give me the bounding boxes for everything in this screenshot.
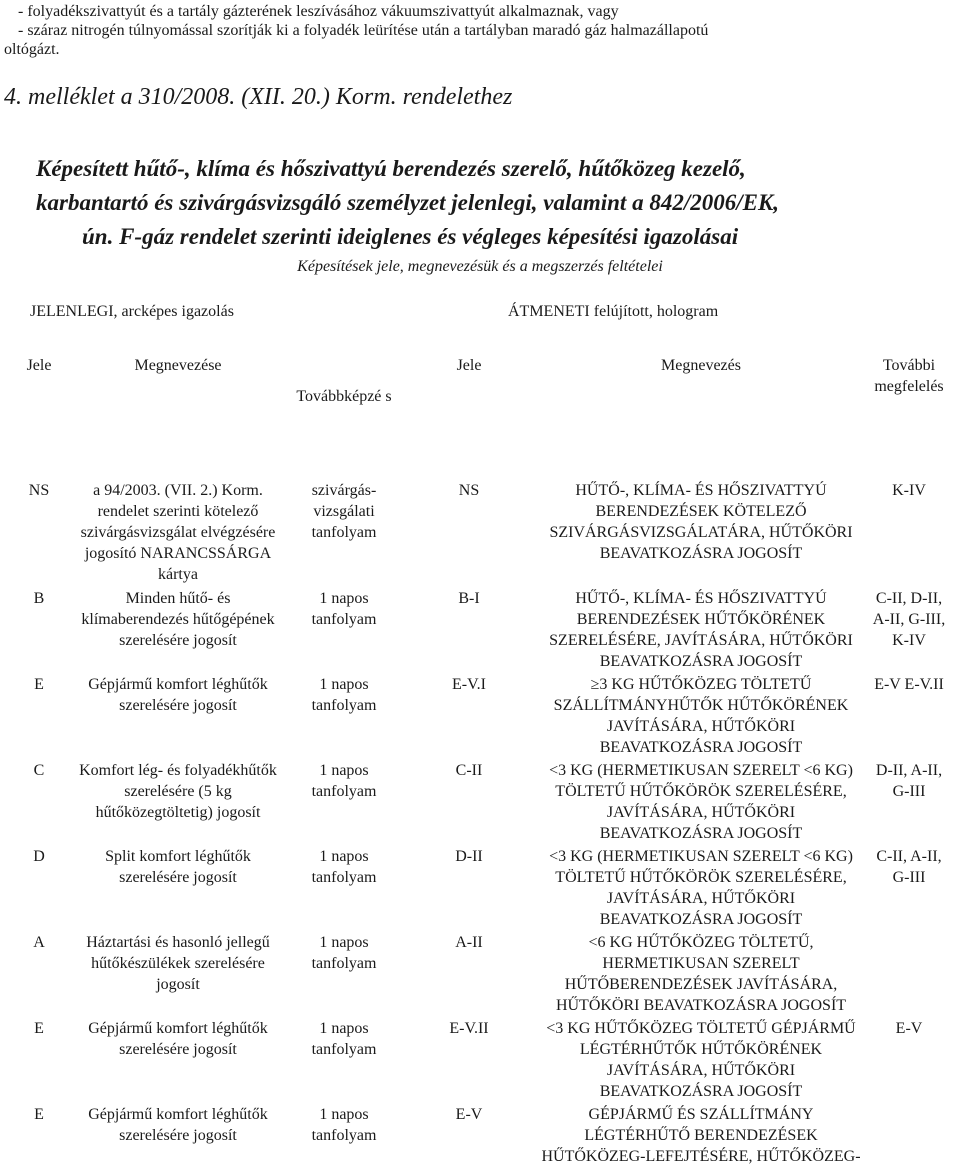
column-header-name: Megnevezése [134, 357, 222, 374]
table-row [8, 674, 952, 760]
table-row [8, 760, 952, 846]
cell-equivalence [866, 1104, 952, 1167]
cell-name: Split komfort léghűtők szerelésére jogosít [105, 848, 251, 886]
cell-name: Háztartási és hasonló jellegű hűtőkészülékek szerelésére jogosít [86, 934, 270, 993]
cell-new-code: E-V.I [452, 676, 486, 693]
cell-name: Minden hűtő- és klímaberendezés hűtőgépének szerelésére jogosít [81, 590, 275, 649]
table-subtitle: Képesítések jele, megnevezésük és a megszerzés feltételei [297, 258, 663, 275]
cell-code: B [33, 590, 45, 607]
cell-new-code: E-V [455, 1106, 483, 1123]
cell-equivalence: E-V E-V.II [874, 676, 944, 693]
cell-code: E [34, 676, 44, 693]
cell-name: Komfort lég- és folyadékhűtők szerelésére (5 kg hűtőközegtöltetig) jogosít [79, 762, 277, 821]
cell-training: 1 napos tanfolyam [311, 1020, 377, 1058]
intro-line: - száraz nitrogén túlnyomással szorítják ki a folyadék leürítése után a tartályban maradó gáz halmazállapotú [18, 22, 709, 39]
cell-new-code: C-II [455, 762, 483, 779]
column-header-new-code: Jele [456, 357, 482, 374]
cell-new-name: HŰTŐ-, KLÍMA- ÉS HŐSZIVATTYÚ BERENDEZÉSEK HŰTŐKÖRÉNEK SZERELÉSÉRE, JAVÍTÁSÁRA, HŰTŐKÖRI BEAVATKOZÁSRA JOGOSÍT [549, 590, 853, 670]
table-row [8, 1104, 952, 1167]
cell-code: A [33, 934, 45, 951]
column-header-training: Továbbképzé s [296, 388, 392, 405]
title-line: karbantartó és szivárgásvizsgáló személyzet jelenlegi, valamint a 842/2006/EK, [36, 190, 780, 215]
cell-training: 1 napos tanfolyam [311, 934, 377, 972]
cell-equivalence: C-II, A-II, G-III [876, 848, 942, 886]
cell-equivalence [866, 932, 952, 1018]
intro-line: oltógázt. [4, 41, 60, 58]
cell-new-name: <6 KG HŰTŐKÖZEG TÖLTETŰ, HERMETIKUSAN SZERELT HŰTŐBERENDEZÉSEK JAVÍTÁSÁRA, HŰTŐKÖRI BEAVATKOZÁSRA JOGOSÍT [555, 934, 847, 1014]
intro-line: - folyadékszivattyút és a tartály gázterének leszívásához vákuumszivattyút alkalmaznak, vagy [18, 3, 619, 20]
cell-training: 1 napos tanfolyam [311, 762, 377, 800]
cell-training: 1 napos tanfolyam [311, 848, 377, 886]
qualification-table [8, 352, 952, 1167]
intro-text [4, 2, 954, 59]
table-row [8, 588, 952, 674]
cell-new-name: <3 KG (HERMETIKUSAN SZERELT <6 KG) TÖLTETŰ HŰTŐKÖRÖK SZERELÉSÉRE, JAVÍTÁSÁRA, HŰTŐKÖRI BEAVATKOZÁSRA JOGOSÍT [549, 848, 853, 928]
cell-equivalence: C-II, D-II, A-II, G-III, K-IV [872, 590, 946, 649]
section-transitional-label: ÁTMENETI felújított, hologram [508, 303, 719, 320]
document-title [36, 152, 926, 254]
table-row [8, 1018, 952, 1104]
cell-name: a 94/2003. (VII. 2.) Korm. rendelet szerinti kötelező szivárgásvizsgálat elvégzésére jogosító NARANCSSÁRGA kártya [80, 482, 276, 583]
cell-code: E [34, 1106, 44, 1123]
cell-new-code: A-II [455, 934, 483, 951]
cell-new-name: GÉPJÁRMŰ ÉS SZÁLLÍTMÁNY LÉGTÉRHŰTŐ BERENDEZÉSEK HŰTŐKÖZEG-LEFEJTÉSÉRE, HŰTŐKÖZEG- [541, 1106, 861, 1165]
section-current-label: JELENLEGI, arcképes igazolás [30, 303, 234, 320]
table-row [8, 846, 952, 932]
cell-training: 1 napos tanfolyam [311, 590, 377, 628]
cell-code: NS [28, 482, 50, 499]
cell-code: E [34, 1020, 44, 1037]
annex-heading: 4. melléklet a 310/2008. (XII. 20.) Korm. rendelethez [4, 84, 513, 110]
title-line: Képesített hűtő-, klíma és hőszivattyú berendezés szerelő, hűtőközeg kezelő, [36, 156, 746, 181]
cell-new-code: D-II [455, 848, 483, 865]
cell-name: Gépjármű komfort léghűtők szerelésére jogosít [88, 1106, 268, 1144]
cell-code: C [33, 762, 45, 779]
cell-new-code: E-V.II [449, 1020, 489, 1037]
cell-new-code: NS [458, 482, 480, 499]
cell-name: Gépjármű komfort léghűtők szerelésére jogosít [88, 676, 268, 714]
cell-training: 1 napos tanfolyam [311, 1106, 377, 1144]
cell-new-name: <3 KG (HERMETIKUSAN SZERELT <6 KG) TÖLTETŰ HŰTŐKÖRÖK SZERELÉSÉRE, JAVÍTÁSÁRA, HŰTŐKÖRI BEAVATKOZÁSRA JOGOSÍT [549, 762, 853, 842]
cell-code: D [33, 848, 45, 865]
cell-new-code: B-I [458, 590, 480, 607]
table-header-row [8, 352, 952, 480]
column-header-equivalence: További megfelelés [874, 357, 944, 395]
table-row [8, 932, 952, 1018]
cell-new-name: <3 KG HŰTŐKÖZEG TÖLTETŰ GÉPJÁRMŰ LÉGTÉRHŰTŐK HŰTŐKÖRÉNEK JAVÍTÁSÁRA, HŰTŐKÖRI BEAVATKOZÁSRA JOGOSÍT [546, 1020, 856, 1100]
column-header-new-name: Megnevezés [661, 357, 741, 374]
cell-equivalence: K-IV [892, 482, 926, 499]
title-line: ún. F-gáz rendelet szerinti ideiglenes és végleges képesítési igazolásai [82, 224, 739, 249]
cell-training: szivárgás-vizsgálati tanfolyam [311, 482, 377, 541]
column-header-code: Jele [26, 357, 52, 374]
cell-equivalence: D-II, A-II, G-III [875, 762, 943, 800]
cell-name: Gépjármű komfort léghűtők szerelésére jogosít [88, 1020, 268, 1058]
cell-new-name: ≥3 KG HŰTŐKÖZEG TÖLTETŰ SZÁLLÍTMÁNYHŰTŐK HŰTŐKÖRÉNEK JAVÍTÁSÁRA, HŰTŐKÖRI BEAVATKOZÁSRA JOGOSÍT [553, 676, 849, 756]
cell-equivalence: E-V [895, 1020, 923, 1037]
cell-training: 1 napos tanfolyam [311, 676, 377, 714]
cell-new-name: HŰTŐ-, KLÍMA- ÉS HŐSZIVATTYÚ BERENDEZÉSEK KÖTELEZŐ SZIVÁRGÁSVIZSGÁLATÁRA, HŰTŐKÖRI BEAVATKOZÁSRA JOGOSÍT [549, 482, 853, 562]
table-row [8, 480, 952, 588]
